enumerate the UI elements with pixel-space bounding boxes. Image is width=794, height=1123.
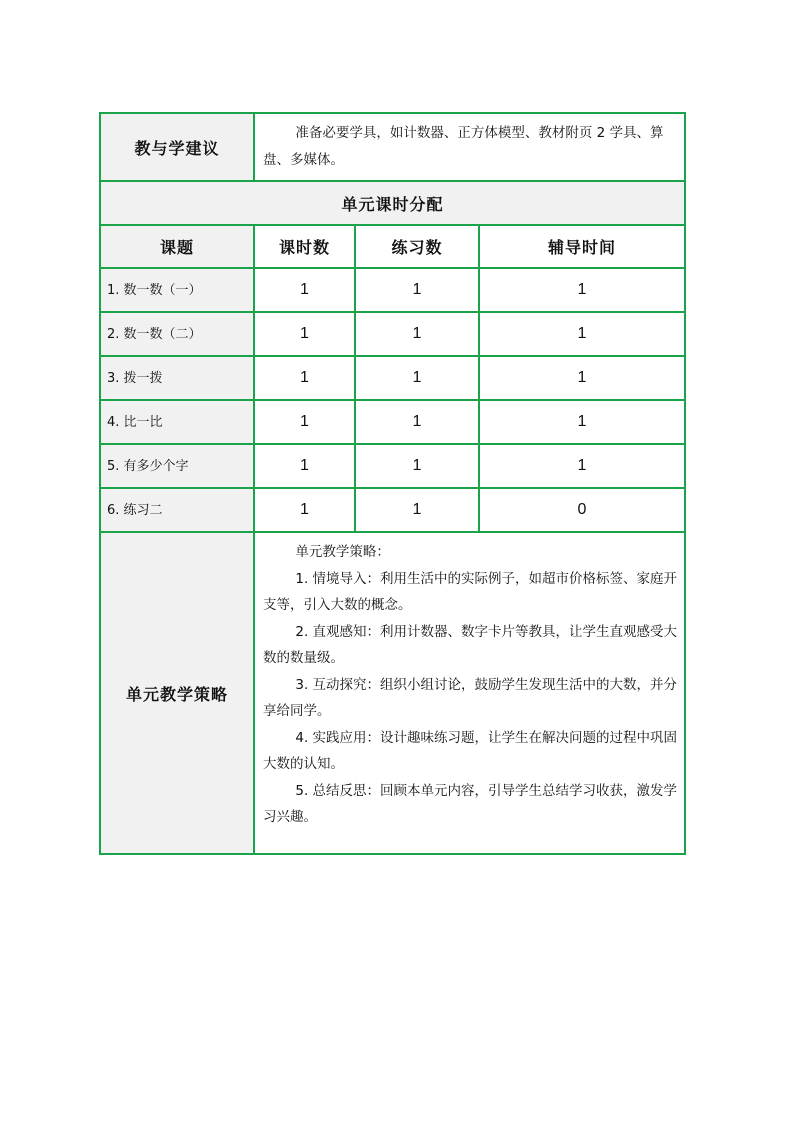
lesson-tutoring: 1 <box>479 444 685 488</box>
lesson-practice: 1 <box>355 488 479 532</box>
allocation-title: 单元课时分配 <box>100 181 685 225</box>
lesson-hours: 1 <box>254 400 355 444</box>
strategy-item: 3. 互动探究：组织小组讨论，鼓励学生发现生活中的大数，并分享给同学。 <box>263 676 678 719</box>
strategy-item: 2. 直观感知：利用计数器、数字卡片等教具，让学生直观感受大数的数量级。 <box>263 623 678 666</box>
advice-label: 教与学建议 <box>100 113 254 181</box>
lesson-practice: 1 <box>355 312 479 356</box>
advice-text-cell <box>254 113 685 181</box>
strategy-item: 4. 实践应用：设计趣味练习题，让学生在解决问题的过程中巩固大数的认知。 <box>263 729 678 772</box>
lesson-tutoring: 0 <box>479 488 685 532</box>
header-lesson: 课题 <box>100 225 254 268</box>
advice-text: 准备必要学具，如计数器、正方体模型、教材附页 2 学具、算盘、多媒体。 <box>263 125 664 168</box>
table-row <box>100 444 685 488</box>
lesson-name: 6. 练习二 <box>100 488 254 532</box>
lesson-name: 2. 数一数（二） <box>100 312 254 356</box>
table-row <box>100 268 685 312</box>
strategy-intro: 单元教学策略： <box>295 544 390 560</box>
header-practice: 练习数 <box>355 225 479 268</box>
table-row <box>100 400 685 444</box>
strategy-item: 1. 情境导入：利用生活中的实际例子，如超市价格标签、家庭开支等，引入大数的概念。 <box>263 570 678 613</box>
strategy-row <box>100 532 685 854</box>
lesson-hours: 1 <box>254 312 355 356</box>
strategy-label: 单元教学策略 <box>100 532 254 854</box>
lesson-name: 5. 有多少个字 <box>100 444 254 488</box>
table-row <box>100 312 685 356</box>
lesson-tutoring: 1 <box>479 312 685 356</box>
lesson-hours: 1 <box>254 444 355 488</box>
allocation-title-row <box>100 181 685 225</box>
lesson-practice: 1 <box>355 356 479 400</box>
unit-plan-table <box>99 112 686 855</box>
lesson-practice: 1 <box>355 268 479 312</box>
lesson-hours: 1 <box>254 268 355 312</box>
header-tutoring: 辅导时间 <box>479 225 685 268</box>
header-hours: 课时数 <box>254 225 355 268</box>
advice-row <box>100 113 685 181</box>
strategy-item: 5. 总结反思：回顾本单元内容，引导学生总结学习收获，激发学习兴趣。 <box>263 782 678 825</box>
allocation-header-row <box>100 225 685 268</box>
table-row <box>100 488 685 532</box>
lesson-practice: 1 <box>355 444 479 488</box>
lesson-tutoring: 1 <box>479 400 685 444</box>
strategy-text-cell <box>254 532 685 854</box>
lesson-name: 3. 拨一拨 <box>100 356 254 400</box>
lesson-practice: 1 <box>355 400 479 444</box>
lesson-name: 1. 数一数（一） <box>100 268 254 312</box>
table-row <box>100 356 685 400</box>
lesson-hours: 1 <box>254 356 355 400</box>
lesson-tutoring: 1 <box>479 356 685 400</box>
lesson-hours: 1 <box>254 488 355 532</box>
lesson-tutoring: 1 <box>479 268 685 312</box>
lesson-name: 4. 比一比 <box>100 400 254 444</box>
